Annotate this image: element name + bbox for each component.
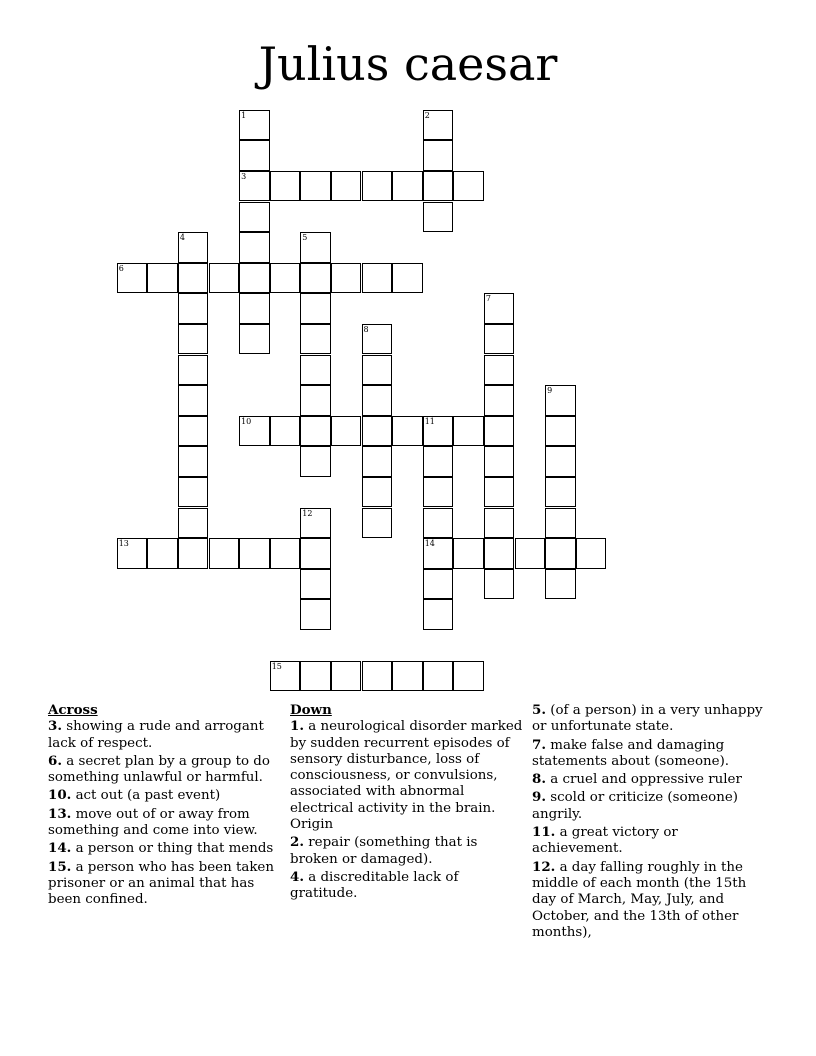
grid-cell[interactable]: [362, 171, 393, 202]
grid-cell[interactable]: [147, 538, 178, 569]
clue-number: 9.: [532, 789, 546, 806]
grid-cell[interactable]: [270, 171, 301, 202]
grid-cell[interactable]: [484, 477, 515, 508]
grid-cell[interactable]: [423, 110, 454, 141]
clue-item: [532, 771, 768, 788]
clue-number: 3: [241, 171, 247, 181]
clue-number: 11.: [532, 824, 556, 841]
grid-cell[interactable]: [209, 538, 240, 569]
grid-cell[interactable]: [300, 569, 331, 600]
grid-cell[interactable]: [331, 661, 362, 692]
grid-cell[interactable]: [423, 508, 454, 539]
clue-number: 11: [424, 416, 435, 426]
grid-cell[interactable]: [362, 446, 393, 477]
clue-number: 14.: [48, 840, 72, 857]
clue-item: [290, 718, 526, 833]
grid-cell[interactable]: [178, 355, 209, 386]
grid-cell[interactable]: [545, 569, 576, 600]
grid-cell[interactable]: [362, 508, 393, 539]
grid-cell[interactable]: [545, 446, 576, 477]
grid-cell[interactable]: [392, 171, 423, 202]
grid-cell[interactable]: [239, 263, 270, 294]
grid-cell[interactable]: [362, 385, 393, 416]
grid-cell[interactable]: [270, 416, 301, 447]
down-clues-continued: [532, 702, 768, 942]
grid-cell[interactable]: [453, 538, 484, 569]
grid-cell[interactable]: [545, 508, 576, 539]
grid-cell[interactable]: [576, 538, 607, 569]
grid-cell[interactable]: [270, 538, 301, 569]
clue-text: (of a person) in a very unhappy or unfortunate state.: [532, 703, 763, 735]
clue-item: [48, 806, 284, 840]
clue-item: [532, 737, 768, 771]
clue-text: a person or thing that mends: [75, 841, 274, 857]
clue-number: 7: [485, 294, 491, 304]
down-heading: Down: [290, 702, 332, 718]
grid-cell[interactable]: [484, 385, 515, 416]
grid-cell[interactable]: [423, 599, 454, 630]
clue-text: a great victory or achievement.: [532, 825, 678, 857]
grid-cell[interactable]: [239, 293, 270, 324]
grid-cell[interactable]: [178, 446, 209, 477]
grid-cell[interactable]: [484, 508, 515, 539]
clue-number: 12: [302, 508, 313, 518]
grid-cell[interactable]: [331, 171, 362, 202]
clue-number: 14: [424, 539, 435, 549]
clue-item: [48, 753, 284, 787]
clue-text: a person who has been taken prisoner or an animal that has been confined.: [48, 859, 274, 908]
clue-item: [532, 789, 768, 823]
clue-text: a day falling roughly in the middle of each month (the 15th day of March, May, July, and October, and the 13th of other months),: [532, 859, 747, 940]
grid-cell[interactable]: [178, 232, 209, 263]
grid-cell[interactable]: [362, 416, 393, 447]
clue-item: [48, 718, 284, 752]
clue-number: 7.: [532, 736, 546, 753]
grid-cell[interactable]: [300, 661, 331, 692]
clue-item: [532, 824, 768, 858]
clue-number: 2: [424, 110, 430, 120]
clue-number: 10.: [48, 787, 72, 804]
clue-number: 8.: [532, 771, 546, 788]
grid-cell[interactable]: [270, 263, 301, 294]
grid-cell[interactable]: [484, 446, 515, 477]
clue-text: a cruel and oppressive ruler: [550, 772, 742, 788]
grid-cell[interactable]: [331, 416, 362, 447]
clue-item: [48, 840, 284, 857]
grid-cell[interactable]: [362, 477, 393, 508]
grid-cell[interactable]: [423, 538, 454, 569]
clue-number: 1.: [290, 718, 304, 735]
grid-cell[interactable]: [545, 538, 576, 569]
grid-cell[interactable]: [178, 324, 209, 355]
grid-cell[interactable]: [453, 661, 484, 692]
grid-cell[interactable]: [239, 202, 270, 233]
grid-cell[interactable]: [300, 599, 331, 630]
clue-text: a discreditable lack of gratitude.: [290, 869, 459, 902]
grid-cell[interactable]: [239, 232, 270, 263]
grid-cell[interactable]: [484, 324, 515, 355]
grid-cell[interactable]: [209, 263, 240, 294]
grid-cell[interactable]: [423, 140, 454, 171]
grid-cell[interactable]: [239, 140, 270, 171]
grid-cell[interactable]: [392, 661, 423, 692]
clue-text: a secret plan by a group to do something unlawful or harmful.: [48, 753, 270, 786]
grid-cell[interactable]: [178, 385, 209, 416]
grid-cell[interactable]: [331, 263, 362, 294]
clue-text: act out (a past event): [75, 788, 221, 804]
grid-cell[interactable]: [239, 324, 270, 355]
clue-item: [48, 859, 284, 909]
grid-cell[interactable]: [147, 263, 178, 294]
clue-number: 15.: [48, 858, 72, 875]
grid-cell[interactable]: [423, 171, 454, 202]
clue-number: 10: [241, 416, 252, 426]
grid-cell[interactable]: [545, 477, 576, 508]
grid-cell[interactable]: [484, 569, 515, 600]
grid-cell[interactable]: [423, 569, 454, 600]
grid-cell[interactable]: [300, 293, 331, 324]
clue-number: 1: [241, 110, 247, 120]
grid-cell[interactable]: [362, 263, 393, 294]
across-heading: Across: [48, 702, 98, 718]
clue-number: 5: [302, 233, 308, 243]
grid-cell[interactable]: [178, 263, 209, 294]
clue-number: 13.: [48, 805, 72, 822]
grid-cell[interactable]: [362, 324, 393, 355]
grid-cell[interactable]: [300, 416, 331, 447]
grid-cell[interactable]: [117, 538, 148, 569]
grid-cell[interactable]: [545, 385, 576, 416]
grid-cell[interactable]: [423, 446, 454, 477]
grid-cell[interactable]: [515, 538, 546, 569]
grid-cell[interactable]: [117, 263, 148, 294]
grid-cell[interactable]: [362, 355, 393, 386]
clue-item: [290, 834, 526, 868]
grid-cell[interactable]: [270, 661, 301, 692]
grid-cell[interactable]: [545, 416, 576, 447]
grid-cell[interactable]: [484, 538, 515, 569]
grid-cell[interactable]: [300, 385, 331, 416]
clue-number: 5.: [532, 702, 546, 718]
grid-cell[interactable]: [484, 416, 515, 447]
grid-cell[interactable]: [300, 446, 331, 477]
grid-cell[interactable]: [239, 171, 270, 202]
clue-number: 13: [118, 539, 129, 549]
grid-cell[interactable]: [239, 538, 270, 569]
clue-text: move out of or away from something and come into view.: [48, 806, 258, 839]
grid-cell[interactable]: [423, 202, 454, 233]
clue-number: 4.: [290, 868, 304, 885]
grid-cell[interactable]: [362, 661, 393, 692]
clue-item: [532, 702, 768, 736]
grid-cell[interactable]: [178, 508, 209, 539]
clue-number: 12.: [532, 858, 556, 875]
grid-cell[interactable]: [300, 324, 331, 355]
grid-cell[interactable]: [178, 416, 209, 447]
clue-number: 4: [179, 233, 185, 243]
clue-text: repair (something that is broken or damaged).: [290, 835, 478, 867]
grid-cell[interactable]: [392, 263, 423, 294]
grid-cell[interactable]: [178, 293, 209, 324]
down-clues: [290, 702, 526, 904]
clue-item: [532, 859, 768, 941]
clue-text: scold or criticize (someone) angrily.: [532, 790, 738, 822]
grid-cell[interactable]: [300, 171, 331, 202]
grid-cell[interactable]: [178, 538, 209, 569]
clue-number: 6.: [48, 752, 62, 769]
grid-cell[interactable]: [453, 171, 484, 202]
clue-number: 15: [271, 661, 282, 671]
grid-cell[interactable]: [300, 232, 331, 263]
grid-cell[interactable]: [423, 416, 454, 447]
grid-cell[interactable]: [423, 477, 454, 508]
clue-text: make false and damaging statements about (someone).: [532, 737, 730, 769]
grid-cell[interactable]: [178, 477, 209, 508]
puzzle-title: Julius caesar: [258, 37, 558, 91]
clue-number: 3.: [48, 718, 62, 735]
clue-item: [48, 787, 284, 804]
grid-cell[interactable]: [300, 263, 331, 294]
across-clues: [48, 702, 284, 910]
grid-cell[interactable]: [484, 355, 515, 386]
clue-text: showing a rude and arrogant lack of respect.: [48, 719, 264, 751]
clue-number: 9: [547, 386, 553, 396]
grid-cell[interactable]: [239, 110, 270, 141]
clue-number: 6: [118, 263, 124, 273]
grid-cell[interactable]: [392, 416, 423, 447]
grid-cell[interactable]: [423, 661, 454, 692]
grid-cell[interactable]: [239, 416, 270, 447]
clue-number: 2.: [290, 834, 304, 851]
clue-text: a neurological disorder marked by sudden recurrent episodes of sensory disturbance, loss of consciousness, or convulsions, associated with abnormal electrical activity in the brain. Origin: [290, 719, 523, 833]
grid-cell[interactable]: [300, 355, 331, 386]
grid-cell[interactable]: [453, 416, 484, 447]
grid-cell[interactable]: [300, 538, 331, 569]
clue-item: [290, 869, 526, 903]
grid-cell[interactable]: [300, 508, 331, 539]
grid-cell[interactable]: [484, 293, 515, 324]
clue-number: 8: [363, 324, 369, 334]
